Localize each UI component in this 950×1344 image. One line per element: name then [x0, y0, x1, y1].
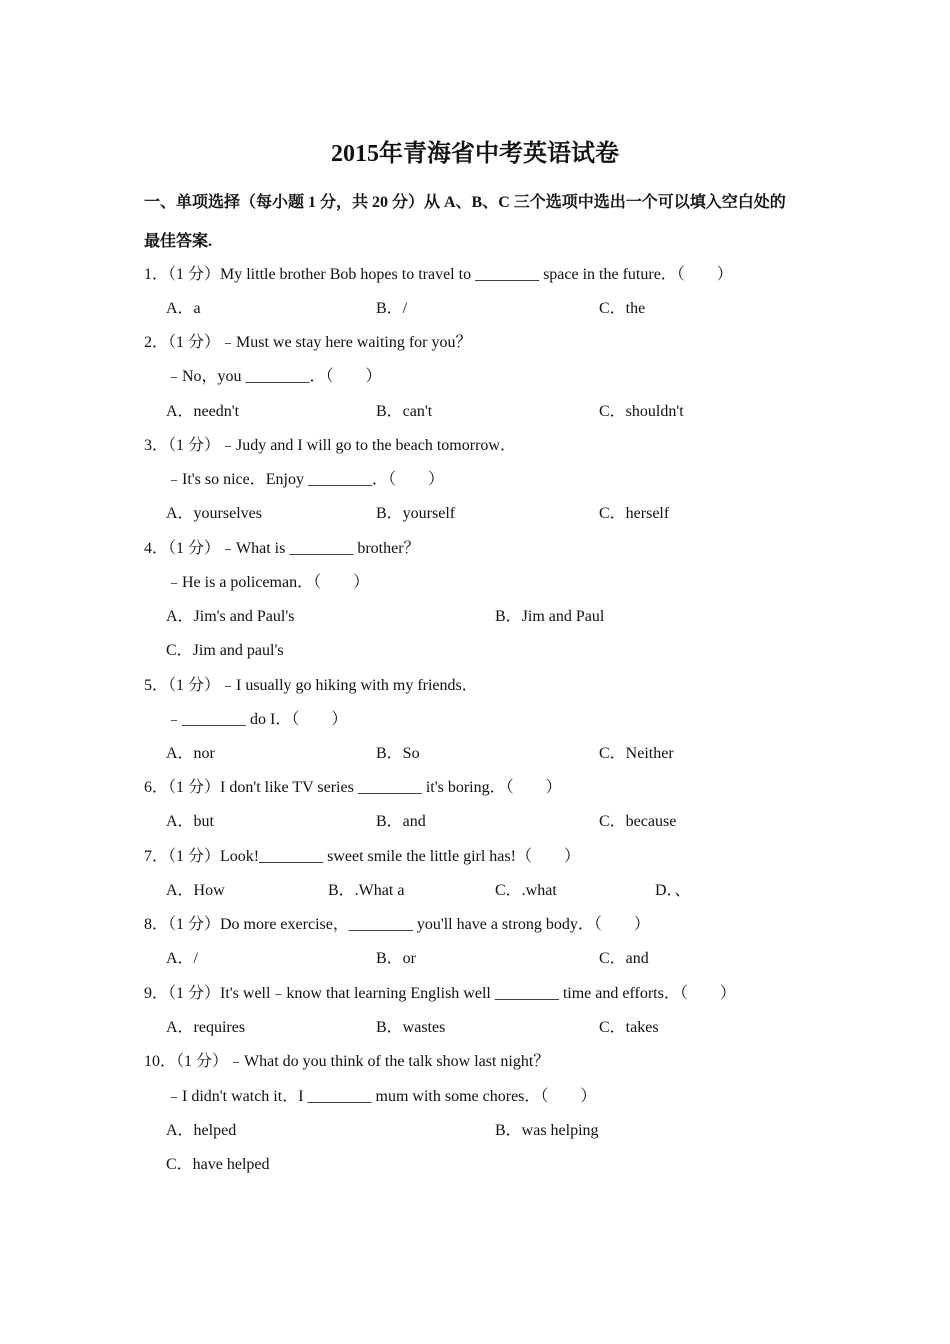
- question-7-option-d: D．、: [655, 882, 691, 899]
- question-6-option-b: B．and: [376, 813, 426, 830]
- question-6-stem: 6．（1 分）I don't like TV series ________ it's boring．（ ）: [144, 779, 562, 796]
- question-10-option-a: A．helped: [166, 1122, 237, 1139]
- question-6-option-c: C．because: [599, 813, 677, 830]
- question-4-option-a: A．Jim's and Paul's: [166, 608, 295, 625]
- question-1-option-c: C．the: [599, 300, 646, 317]
- question-3-option-c: C．herself: [599, 505, 670, 522]
- question-8-option-a: A．/: [166, 950, 199, 967]
- question-7-stem: 7．（1 分）Look!________ sweet smile the little girl has!（ ）: [144, 848, 580, 865]
- question-5-stem: 5．（1 分）﹣I usually go hiking with my friends．: [144, 677, 478, 694]
- question-5-option-b: B．So: [376, 745, 420, 762]
- question-3-option-a: A．yourselves: [166, 505, 262, 522]
- question-9-option-a: A．requires: [166, 1019, 246, 1036]
- question-10-option-c: C．have helped: [166, 1156, 270, 1173]
- question-7-option-b: B．.What a: [328, 882, 405, 899]
- question-8-stem: 8．（1 分）Do more exercise，________ you'll have a strong body．（ ）: [144, 916, 650, 933]
- section-heading-line2: 最佳答案.: [144, 233, 213, 250]
- question-2-stem: 2．（1 分）﹣Must we stay here waiting for you？: [144, 334, 472, 351]
- page-title: 2015年青海省中考英语试卷: [331, 141, 619, 167]
- question-4-option-c: C．Jim and paul's: [166, 642, 284, 659]
- question-5-response: ﹣________ do I．（ ）: [166, 711, 348, 728]
- question-1-stem: 1．（1 分）My little brother Bob hopes to travel to ________ space in the future．（ ）: [144, 266, 733, 283]
- question-2-option-c: C．shouldn't: [599, 403, 684, 420]
- question-4-stem: 4．（1 分）﹣What is ________ brother？: [144, 540, 420, 557]
- question-5-option-c: C．Neither: [599, 745, 674, 762]
- question-8-option-c: C．and: [599, 950, 649, 967]
- question-3-option-b: B．yourself: [376, 505, 456, 522]
- question-4-response: ﹣He is a policeman．（ ）: [166, 574, 370, 591]
- question-2-response: ﹣No，you ________．（ ）: [166, 368, 382, 385]
- question-6-option-a: A．but: [166, 813, 215, 830]
- question-9-option-c: C．takes: [599, 1019, 659, 1036]
- question-10-option-b: B．was helping: [495, 1122, 599, 1139]
- question-10-response: ﹣I didn't watch it．I ________ mum with some chores．（ ）: [166, 1088, 597, 1105]
- question-2-option-a: A．needn't: [166, 403, 240, 420]
- question-8-option-b: B．or: [376, 950, 417, 967]
- section-heading-line1: 一、单项选择（每小题 1 分，共 20 分）从 A、B、C 三个选项中选出一个可以填入空白处的: [144, 194, 786, 211]
- question-3-stem: 3．（1 分）﹣Judy and I will go to the beach tomorrow．: [144, 437, 516, 454]
- question-9-option-b: B．wastes: [376, 1019, 446, 1036]
- question-7-option-a: A．How: [166, 882, 225, 899]
- question-10-stem: 10．（1 分）﹣What do you think of the talk show last night？: [144, 1053, 550, 1070]
- question-9-stem: 9．（1 分）It's well﹣know that learning English well ________ time and efforts．（ ）: [144, 985, 736, 1002]
- question-7-option-c: C．.what: [495, 882, 557, 899]
- question-4-option-b: B．Jim and Paul: [495, 608, 605, 625]
- question-1-option-a: A．a: [166, 300, 201, 317]
- question-1-option-b: B．/: [376, 300, 408, 317]
- question-2-option-b: B．can't: [376, 403, 433, 420]
- question-3-response: ﹣It's so nice．Enjoy ________．（ ）: [166, 471, 444, 488]
- question-5-option-a: A．nor: [166, 745, 215, 762]
